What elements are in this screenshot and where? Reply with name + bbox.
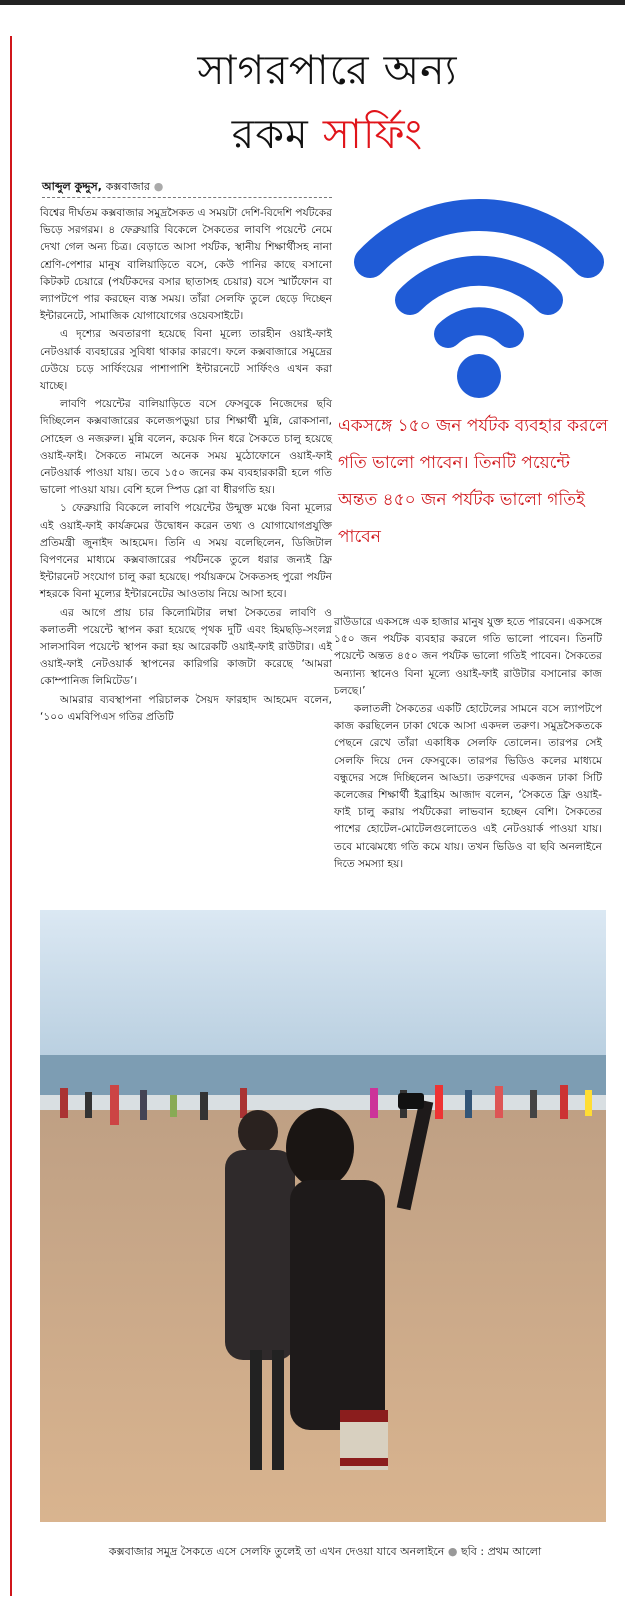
photo-sky — [40, 910, 606, 1060]
caption-text: কক্সবাজার সমুদ্র সৈকতে এসে সেলফি তুলেই তা এখন দেওয়া যাবে অনলাইনে — [108, 1545, 445, 1558]
article-column-left — [40, 205, 332, 727]
left-red-rule — [10, 36, 12, 1596]
byline-author: আব্দুল কুদ্দুস — [42, 180, 98, 193]
article-paragraph: লাবণি পয়েন্টের বালিয়াড়িতে বসে ফেসবুকে নিজেদের ছবি দিচ্ছিলেন কক্সবাজারের কলেজপড়ুয়া চার শিক্ষার্থী মুন্নি, রোকসানা, সোহেল ও নজরুল। মুন্নি বলেন, কয়েক দিন ধরে সৈকতে চালু হয়েছে ওয়াই-ফাই। সৈকতে নামলে অনেক সময় মুঠোফোনে ওয়াই-ফাই নেটওয়ার্ক পাওয়া যায়। তবে ১৫০ জনের কম ব্যবহারকারী হলে গতি ভালো পাওয়া যায়। বেশি হলে স্পিড স্লো বা ধীরগতি হয়। — [40, 398, 332, 497]
byline-separator: , — [97, 180, 102, 193]
article-paragraph: আমরার ব্যবস্থাপনা পরিচালক সৈয়দ ফারহাদ আহমেদ বলেন, ‘১০০ এমবিপিএস গতির প্রতিটি — [40, 693, 332, 723]
beach-selfie-photo — [40, 910, 606, 1522]
headline — [40, 38, 615, 166]
caption-credit: ছবি : প্রথম আলো — [460, 1545, 542, 1558]
headline-word-black: রকম — [231, 110, 309, 158]
top-rule — [0, 0, 625, 5]
caption-bullet: ● — [447, 1545, 458, 1558]
wifi-arc-inner — [448, 321, 510, 334]
photo-caption — [42, 1543, 608, 1562]
wifi-arcs — [370, 215, 588, 334]
wifi-arc-outer — [370, 215, 588, 262]
article-paragraph: ১ ফেব্রুয়ারি বিকেলে লাবণি পয়েন্টের উন্মুক্ত মঞ্চে বিনা মূল্যের এই ওয়াই-ফাই কার্যক্রমের উদ্বোধন করেন তথ্য ও যোগাযোগপ্রযুক্তি প্রতিমন্ত্রী জুনাইদ আহমেদ। তিনি এ সময় বলেছিলেন, ডিজিটাল বিপণনের মাধ্যমে কক্সবাজারের পর্যটনকে তুলে ধরার জন্যই ফ্রি ইন্টারনেট সংযোগ চালু করা হয়েছে। পর্যায়ক্রমে সৈকতসহ পুরো পর্যটন শহরকে বিনা মূল্যের ইন্টারনেটের আওতায় নিয়ে আসা হবে। — [40, 502, 332, 601]
article-paragraph: এ দৃশ্যের অবতারণা হয়েছে বিনা মূল্যে তারহীন ওয়াই-ফাই নেটওয়ার্ক ব্যবহারের সুবিধা থাকার কারণে। ফলে কক্সবাজারে সমুদ্রের ঢেউয়ে চড়ে সার্ফিংয়ের পাশাপাশি ইন্টারনেটে সার্ফিংও এখন করা যাচ্ছে। — [40, 328, 332, 393]
byline-divider — [42, 197, 332, 198]
wifi-icon — [348, 170, 610, 406]
article-paragraph: বিশ্বের দীর্ঘতম কক্সবাজার সমুদ্রসৈকত এ সময়টা দেশি-বিদেশি পর্যটকের ভিড়ে সরগরম। ৪ ফেব্রুয়ারি বিকেলে সৈকতের লাবণি পয়েন্টে নেমে দেখা গেল অন্য চিত্র। বেড়াতে আসা পর্যটক, স্থানীয় শিক্ষার্থীসহ নানা শ্রেণি-পেশার মানুষ বালিয়াড়িতে বসে, কেউ পানির কাছে বসানো কিটকট চেয়ারে (পর্যটকদের বসার ছাতাসহ চেয়ার) বসে স্মার্টফোন বা ল্যাপটপে পার করছেন ব্যস্ত সময়। তাঁরা সেলফি তুলে ছেড়ে দিচ্ছেন ইন্টারনেটে, সামাজিক যোগাযোগের ওয়েবসাইটে। — [40, 207, 332, 323]
article-paragraph: কলাতলী সৈকতের একটি হোটেলের সামনে বসে ল্যাপটপে কাজ করছিলেন ঢাকা থেকে আসা একদল তরুণ। সমুদ্রসৈকতকে পেছনে রেখে তাঁরা একাধিক সেলফি তোলেন। তারপর সেই সেলফি দিয়ে দেন ফেসবুকে। তারপর ভিডিও কলের মাধ্যমে বন্ধুদের সঙ্গে দিচ্ছিলেন আড্ডা। তরুণদের একজন ঢাকা সিটি কলেজের শিক্ষার্থী ইব্রাহিম আজাদ বলেন, ‘সৈকতে ফ্রি ওয়াই-ফাই চালু করায় পর্যটকেরা লাভবান হচ্ছেন বেশি। সৈকতের পাশের হোটেল-মোটেলগুলোতেও এই নেটওয়ার্ক পাওয়া যায়। তবে মাঝেমধ্যে গতি কমে যায়। তখন ভিডিও বা ছবি অনলাইনে দিতে সমস্যা হয়। — [334, 703, 602, 870]
headline-line-1: সাগরপারে অন্য — [197, 46, 458, 94]
wifi-dot — [457, 354, 501, 398]
photo-sea — [40, 1055, 606, 1100]
wifi-arc-middle — [410, 271, 548, 300]
headline-word-red: সার্ফিং — [322, 110, 424, 158]
article-column-right — [334, 614, 602, 874]
article-paragraph: এর আগে প্রায় চার কিলোমিটার লম্বা সৈকতের লাবণি ও কলাতলী পয়েন্টে স্থাপন করা হয়েছে পৃথক দুটি এবং হিমছড়ি-সংলগ্ন সালসাবিল পয়েন্টে স্থাপন করা হয় আরেকটি ওয়াই-ফাই রাউটার। এই ওয়াই-ফাই নেটওয়ার্ক স্থাপনের কারিগরি কাজটা করেছে ‘আমরা কোম্পানিজ লিমিটেড’। — [40, 606, 332, 688]
byline — [42, 178, 342, 197]
pull-quote: একসঙ্গে ১৫০ জন পর্যটক ব্যবহার করলে গতি ভালো পাবেন। তিনটি পয়েন্টে অন্তত ৪৫০ জন পর্যটক ভালো গতিই পাবেন — [338, 416, 608, 547]
byline-place: কক্সবাজার — [105, 180, 150, 193]
article-paragraph: রাউডারে একসঙ্গে এক হাজার মানুষ যুক্ত হতে পারবেন। একসঙ্গে ১৫০ জন পর্যটক ব্যবহার করলে গতি ভালো পাবেন। তিনটি পয়েন্টে অন্তত ৪৫০ জন পর্যটক ভালো গতিই পাবেন। সৈকতের অন্যান্য স্থানেও বিনা মূল্যে ওয়াই-ফাই রাউটার বসানোর কাজ চলছে।’ — [334, 616, 602, 697]
headline-line-2 — [40, 102, 615, 166]
byline-bullet: ● — [153, 180, 164, 193]
